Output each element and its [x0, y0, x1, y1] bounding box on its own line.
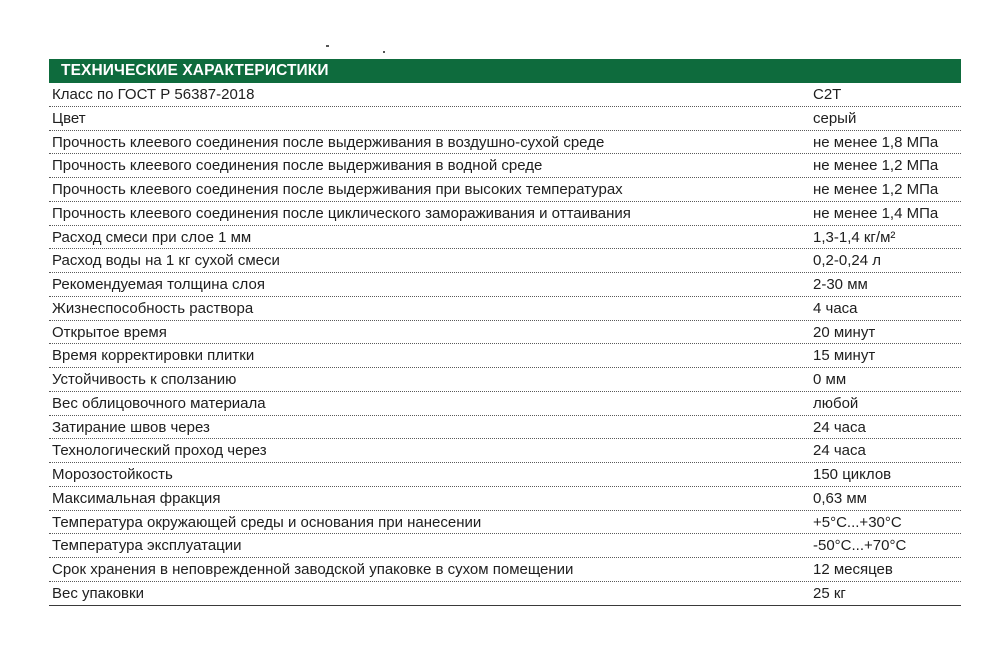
parameter-value: серый [813, 109, 857, 127]
parameter-value: -50°С...+70°С [813, 537, 907, 555]
table-row [49, 321, 961, 345]
parameter-value: не менее 1,2 МПа [813, 181, 939, 198]
parameter-name: Морозостойкость [52, 466, 173, 483]
parameter-value: 4 часа [813, 299, 858, 317]
table-row [49, 344, 961, 368]
table-row [49, 534, 961, 558]
table-row [49, 511, 961, 535]
table-row [49, 83, 961, 107]
table-row [49, 463, 961, 487]
table-row [49, 392, 961, 416]
table-row [49, 154, 961, 178]
table-row [49, 297, 961, 321]
parameter-name: Расход воды на 1 кг сухой смеси [52, 252, 280, 270]
table-row [49, 439, 961, 463]
spec-rows [49, 83, 961, 606]
parameter-value: не менее 1,2 МПа [813, 157, 939, 175]
parameter-name: Прочность клеевого соединения после циклического замораживания и оттаивания [52, 204, 631, 222]
parameter-name: Класс по ГОСТ Р 56387-2018 [52, 86, 255, 103]
table-row [49, 202, 961, 226]
technical-specs-table [49, 59, 961, 606]
parameter-value: любой [813, 394, 859, 412]
parameter-value: не менее 1,4 МПа [813, 204, 939, 222]
parameter-name: Устойчивость к сползанию [52, 371, 237, 388]
parameter-value: С2Т [813, 86, 842, 103]
parameter-value: 15 минут [813, 347, 876, 365]
parameter-name: Максимальная фракция [52, 489, 221, 507]
scan-artifact-mark [383, 51, 385, 53]
parameter-value: 0,2-0,24 л [813, 252, 881, 270]
parameter-name: Прочность клеевого соединения после выдерживания в водной среде [52, 157, 543, 175]
parameter-name: Расход смеси при слое 1 мм [52, 228, 252, 246]
table-row [49, 249, 961, 273]
parameter-value: 25 кг [813, 584, 846, 602]
parameter-name: Затирание швов через [52, 418, 210, 436]
table-row [49, 273, 961, 297]
table-row [49, 368, 961, 392]
parameter-value: 20 минут [813, 323, 876, 341]
table-row [49, 226, 961, 250]
parameter-name: Время корректировки плитки [52, 347, 255, 365]
parameter-value: 150 циклов [813, 466, 892, 483]
parameter-name: Цвет [52, 109, 86, 127]
table-row [49, 178, 961, 202]
parameter-value: 0 мм [813, 371, 847, 388]
parameter-name: Прочность клеевого соединения после выдерживания при высоких температурах [52, 181, 623, 198]
table-row [49, 487, 961, 511]
table-row [49, 558, 961, 582]
parameter-value: 12 месяцев [813, 561, 893, 578]
parameter-name: Технологический проход через [52, 442, 267, 460]
parameter-value: 24 часа [813, 418, 866, 436]
parameter-name: Вес упаковки [52, 584, 144, 602]
scan-artifact-mark [326, 45, 329, 47]
parameter-name: Вес облицовочного материала [52, 394, 266, 412]
parameter-name: Прочность клеевого соединения после выдерживания в воздушно-сухой среде [52, 133, 605, 151]
parameter-value: 24 часа [813, 442, 866, 460]
table-row [49, 107, 961, 131]
parameter-name: Открытое время [52, 323, 167, 341]
parameter-value: 0,63 мм [813, 489, 867, 507]
table-row [49, 131, 961, 155]
parameter-value: +5°С...+30°С [813, 513, 902, 531]
parameter-name: Рекомендуемая толщина слоя [52, 276, 265, 293]
parameter-name: Температура эксплуатации [52, 537, 242, 555]
table-title: ТЕХНИЧЕСКИЕ ХАРАКТЕРИСТИКИ [49, 59, 961, 83]
parameter-name: Температура окружающей среды и основания при нанесении [52, 513, 482, 531]
parameter-name: Срок хранения в неповрежденной заводской упаковке в сухом помещении [52, 561, 574, 578]
parameter-value: 2-30 мм [813, 276, 868, 293]
parameter-name: Жизнеспособность раствора [52, 299, 254, 317]
parameter-value: не менее 1,8 МПа [813, 133, 939, 151]
table-row [49, 416, 961, 440]
table-row [49, 582, 961, 606]
parameter-value: 1,3-1,4 кг/м² [813, 228, 896, 246]
